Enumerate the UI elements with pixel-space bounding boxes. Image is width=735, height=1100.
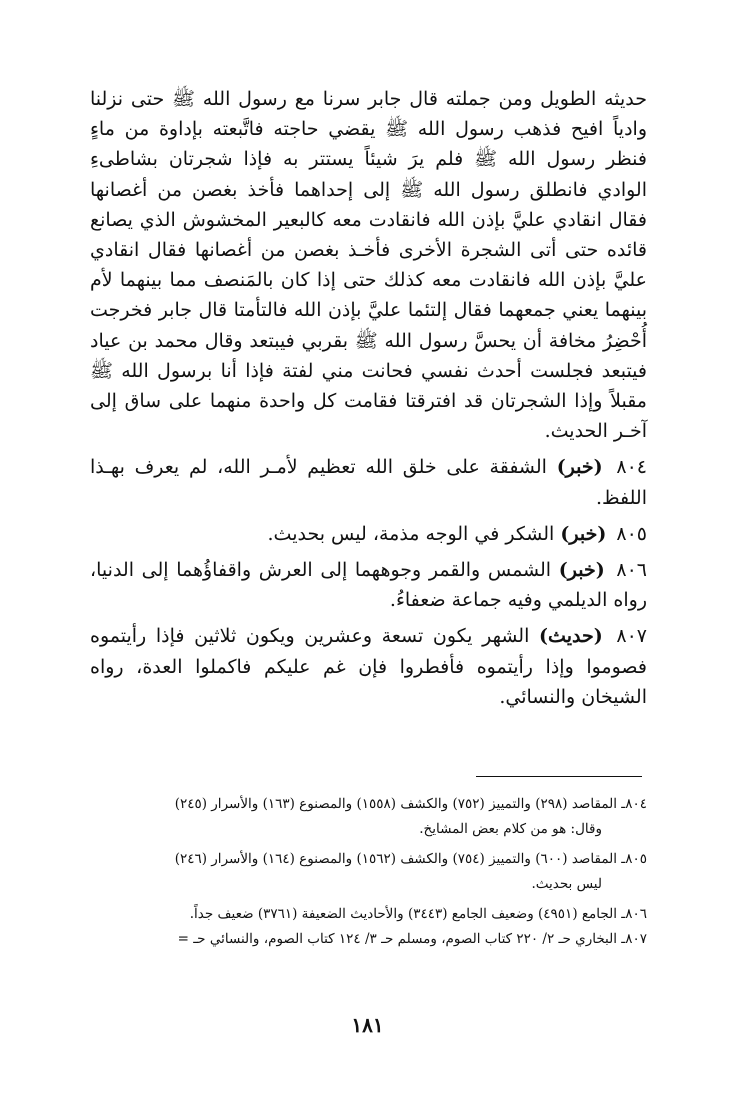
footnote-805-continued: ليس بحديث. [531, 876, 602, 892]
entry-text: الشكر في الوجه مذمة، ليس بحديث. [267, 522, 555, 545]
entry-type: (حديث) [539, 625, 603, 648]
footnote-807: ٨٠٧ـ البخاري حـ ٢/ ٢٢٠ كتاب الصوم، ومسلم حـ ٣/ ١٢٤ كتاب الصوم، والنسائي حـ = [177, 931, 647, 947]
entry-text: الشهر يكون تسعة وعشرين ويكون ثلاثين فإذا رأيتموه فصوموا وإذا رأيتموه فأفطروا فإن غم عليكم فاكملوا العدة، رواه الشيخان والنسائي. [90, 625, 647, 708]
footnote-804-continued: وقال: هو من كلام بعض المشايخ. [419, 821, 602, 837]
entry-number: ٨٠٧ [616, 625, 647, 648]
hadith-entry-805 [90, 519, 647, 549]
entry-type: (خبر) [560, 522, 607, 545]
footnote-divider [476, 776, 642, 777]
footnote-804: ٨٠٤ـ المقاصد (٢٩٨) والتمييز (٧٥٢) والكشف (١٥٥٨) والمصنوع (١٦٣) والأسرار (٢٤٥) [174, 796, 647, 812]
footnote-806: ٨٠٦ـ الجامع (٤٩٥١) وضعيف الجامع (٣٤٤٣) والأحاديث الضعيفة (٣٧٦١) ضعيف جداً. [189, 906, 647, 922]
main-text [90, 84, 647, 712]
entry-type: (خبر) [556, 456, 603, 479]
entry-text: الشفقة على خلق الله تعظيم لأمـر الله، لم يعرف بهـذا اللفظ. [90, 456, 647, 509]
continuation-paragraph: حديثه الطويل ومن جملته قال جابر سرنا مع رسول الله ﷺ حتى نزلنا وادياً افيح فذهب رسول الله ﷺ يقضي حاجته فاتَّبعته بإداوة من ماءٍ فنظر رسول الله ﷺ فلم يرَ شيئاً يستتر به فإذا شجرتان بشاطىءِ الوادي فانطلق رسول الله ﷺ إلى إحداهما فأخذ بغصن من أغصانها فقال انقادي عليَّ بإذن الله فانقادت معه كالبعير المخشوش الذي يصانع قائده حتى أتى الشجرة الأخرى فأخـذ بغصن من أغصانها فقال انقادي عليَّ بإذن الله فانقادت معه كذلك حتى إذا كان بالمَنصف مما بينهما لأم بينهما يعني جمعهما فقال إلتئما عليَّ بإذن الله فالتأمتا قال جابر فخرجت أُحْضِرُ مخافة أن يحسَّ رسول الله ﷺ بقربي فيبتعد وقال محمد بن عياد فيتبعد فجلست أحدث نفسي فحانت مني لفتة فإذا أنا برسول الله ﷺ مقبلاً وإذا الشجرتان قد افترقتا فقامت كل واحدة منهما على ساق إلى آخـر الحديث. [90, 88, 647, 443]
footnotes [90, 792, 647, 952]
entry-number: ٨٠٤ [616, 456, 647, 479]
hadith-entry-806 [90, 555, 647, 615]
page-number: ١٨١ [351, 1013, 384, 1037]
entry-number: ٨٠٥ [616, 522, 647, 545]
entry-text: الشمس والقمر وجوههما إلى العرش واقفاؤُهما إلى الدنيا، رواه الديلمي وفيه جماعة ضعفاءُ. [90, 559, 647, 612]
entry-type: (خبر) [558, 559, 605, 582]
entry-number: ٨٠٦ [616, 559, 647, 582]
hadith-entry-807 [90, 621, 647, 712]
footnote-805: ٨٠٥ـ المقاصد (٦٠٠) والتمييز (٧٥٤) والكشف (١٥٦٢) والمصنوع (١٦٤) والأسرار (٢٤٦) [174, 851, 647, 867]
hadith-entry-804 [90, 452, 647, 512]
